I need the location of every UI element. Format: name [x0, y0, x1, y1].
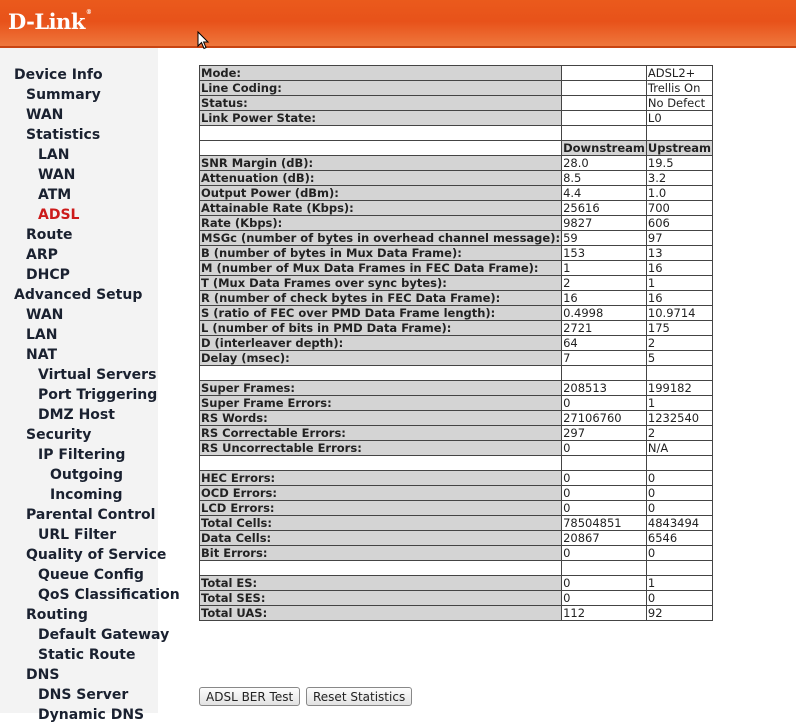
- upstream-value: 1232540: [646, 411, 712, 426]
- upstream-value: 0: [646, 471, 712, 486]
- downstream-value: 297: [562, 426, 647, 441]
- upstream-value: 0: [646, 501, 712, 516]
- table-row: [200, 396, 713, 411]
- downstream-value: 8.5: [562, 171, 647, 186]
- table-row: [200, 591, 713, 606]
- row-label: HEC Errors:: [200, 471, 562, 486]
- spacer-cell: [200, 561, 562, 576]
- table-row: [200, 276, 713, 291]
- sidebar-nav: [0, 48, 180, 723]
- row-label: RS Uncorrectable Errors:: [200, 441, 562, 456]
- upstream-value: 0: [646, 591, 712, 606]
- table-row: [200, 501, 713, 516]
- downstream-value: 27106760: [562, 411, 647, 426]
- sidebar-item-wan[interactable]: WAN: [26, 107, 64, 123]
- downstream-value: 4.4: [562, 186, 647, 201]
- spacer-cell: [200, 456, 562, 471]
- downstream-value: 7: [562, 351, 647, 366]
- downstream-value: 2721: [562, 321, 647, 336]
- sidebar-item-dmz-host[interactable]: DMZ Host: [38, 407, 115, 423]
- sidebar-item-queue-config[interactable]: Queue Config: [38, 567, 144, 583]
- upstream-value: 5: [646, 351, 712, 366]
- upstream-value: 3.2: [646, 171, 712, 186]
- row-value: Trellis On: [646, 81, 712, 96]
- spacer-cell: [646, 561, 712, 576]
- row-label: Total ES:: [200, 576, 562, 591]
- downstream-value: 0: [562, 396, 647, 411]
- downstream-value: 0: [562, 441, 647, 456]
- row-label: D (interleaver depth):: [200, 336, 562, 351]
- sidebar-item-url-filter[interactable]: URL Filter: [38, 527, 117, 543]
- row-label: Total SES:: [200, 591, 562, 606]
- sidebar-item-dns[interactable]: DNS: [26, 667, 60, 683]
- row-label: Line Coding:: [200, 81, 562, 96]
- downstream-value: 78504851: [562, 516, 647, 531]
- downstream-value: 25616: [562, 201, 647, 216]
- downstream-value: 2: [562, 276, 647, 291]
- upstream-value: 2: [646, 336, 712, 351]
- table-row: [200, 531, 713, 546]
- table-row: [200, 171, 713, 186]
- row-label: OCD Errors:: [200, 486, 562, 501]
- dlink-logo: D-Link®: [8, 9, 92, 34]
- sidebar-item-virtual-servers[interactable]: Virtual Servers: [38, 367, 157, 383]
- sidebar-item-atm[interactable]: ATM: [38, 187, 72, 203]
- table-row: [200, 486, 713, 501]
- upstream-value: 0: [646, 546, 712, 561]
- upstream-header: Upstream: [647, 141, 712, 155]
- sidebar-item-summary[interactable]: Summary: [26, 87, 101, 103]
- table-row: [200, 291, 713, 306]
- upstream-value: 700: [646, 201, 712, 216]
- sidebar-item-statistics[interactable]: Statistics: [26, 127, 101, 143]
- table-row: [200, 111, 713, 126]
- sidebar-item-port-triggering[interactable]: Port Triggering: [38, 387, 158, 403]
- upstream-value: 92: [646, 606, 712, 621]
- upstream-value: 606: [646, 216, 712, 231]
- downstream-value: 59: [562, 231, 647, 246]
- sidebar-item-nat[interactable]: NAT: [26, 347, 58, 363]
- spacer-cell: [646, 456, 712, 471]
- downstream-value: 1: [562, 261, 647, 276]
- sidebar-item-default-gateway[interactable]: Default Gateway: [38, 627, 170, 643]
- row-value: L0: [646, 111, 712, 126]
- mouse-pointer-icon: [197, 31, 209, 50]
- row-label: SNR Margin (dB):: [200, 156, 562, 171]
- downstream-value: 0: [562, 471, 647, 486]
- upstream-value: 1: [646, 576, 712, 591]
- spacer-row: [200, 366, 713, 381]
- row-label: Link Power State:: [200, 111, 562, 126]
- row-label: RS Correctable Errors:: [200, 426, 562, 441]
- table-row: [200, 96, 713, 111]
- upstream-value: 1: [646, 396, 712, 411]
- sidebar-item-arp[interactable]: ARP: [26, 247, 58, 263]
- spacer-cell: [562, 561, 647, 576]
- downstream-value: 0: [562, 591, 647, 606]
- row-label: Rate (Kbps):: [200, 216, 562, 231]
- adsl-ber-test-button[interactable]: ADSL BER Test: [199, 687, 300, 706]
- upstream-value: 1.0: [646, 186, 712, 201]
- table-row: [200, 606, 713, 621]
- blank-cell: [562, 111, 647, 126]
- spacer-cell: [562, 366, 647, 381]
- sidebar-item-advanced-setup[interactable]: Advanced Setup: [14, 287, 143, 303]
- row-label: Attainable Rate (Kbps):: [200, 201, 562, 216]
- row-label: Total Cells:: [200, 516, 562, 531]
- spacer-cell: [646, 126, 712, 141]
- adsl-statistics-panel: [199, 65, 713, 621]
- upstream-value: 2: [646, 426, 712, 441]
- blank-cell: [562, 96, 647, 111]
- logo-text: D-Link: [8, 9, 85, 34]
- table-row: [200, 306, 713, 321]
- row-label: Attenuation (dB):: [200, 171, 562, 186]
- downstream-value: 9827: [562, 216, 647, 231]
- row-label: Super Frames:: [200, 381, 562, 396]
- blank-cell: [562, 66, 647, 81]
- row-label: Output Power (dBm):: [200, 186, 562, 201]
- table-row: [200, 66, 713, 81]
- spacer-cell: [562, 126, 647, 141]
- blank-cell: [562, 81, 647, 96]
- upstream-value: 6546: [646, 531, 712, 546]
- table-row: [200, 336, 713, 351]
- table-row: [200, 516, 713, 531]
- spacer-row: [200, 126, 713, 141]
- row-label: B (number of bytes in Mux Data Frame):: [200, 246, 562, 261]
- sidebar-item-wan[interactable]: WAN: [26, 307, 64, 323]
- row-label: Total UAS:: [200, 606, 562, 621]
- column-header-row: [200, 141, 713, 156]
- upstream-value: 0: [646, 486, 712, 501]
- row-label: S (ratio of FEC over PMD Data Frame length):: [200, 306, 562, 321]
- table-row: [200, 351, 713, 366]
- sidebar-item-device-info[interactable]: Device Info: [14, 67, 103, 83]
- table-row: [200, 156, 713, 171]
- row-label: Bit Errors:: [200, 546, 562, 561]
- table-row: [200, 261, 713, 276]
- table-row: [200, 216, 713, 231]
- table-row: [200, 81, 713, 96]
- table-row: [200, 231, 713, 246]
- row-label: Mode:: [200, 66, 562, 81]
- downstream-value: 0.4998: [562, 306, 647, 321]
- sidebar-item-static-route[interactable]: Static Route: [38, 647, 136, 663]
- table-row: [200, 546, 713, 561]
- upstream-value: 1: [646, 276, 712, 291]
- row-label: Delay (msec):: [200, 351, 562, 366]
- sidebar-item-adsl[interactable]: ADSL: [38, 207, 80, 223]
- downstream-value: 0: [562, 546, 647, 561]
- table-row: [200, 201, 713, 216]
- upstream-value: 97: [646, 231, 712, 246]
- row-value: No Defect: [646, 96, 712, 111]
- downstream-value: 0: [562, 576, 647, 591]
- downstream-value: 112: [562, 606, 647, 621]
- sidebar-item-quality-of-service[interactable]: Quality of Service: [26, 547, 167, 563]
- upstream-value: 10.9714: [646, 306, 712, 321]
- reset-statistics-button[interactable]: Reset Statistics: [306, 687, 412, 706]
- row-label: Status:: [200, 96, 562, 111]
- row-label: T (Mux Data Frames over sync bytes):: [200, 276, 562, 291]
- spacer-cell: [646, 366, 712, 381]
- sidebar-item-dns-server[interactable]: DNS Server: [38, 687, 129, 703]
- sidebar-item-lan[interactable]: LAN: [38, 147, 70, 163]
- table-row: [200, 426, 713, 441]
- header-blank-cell: [200, 141, 562, 156]
- row-label: L (number of bits in PMD Data Frame):: [200, 321, 562, 336]
- downstream-value: 208513: [562, 381, 647, 396]
- downstream-header: Downstream: [563, 141, 645, 155]
- downstream-value: 0: [562, 486, 647, 501]
- upstream-value: 13: [646, 246, 712, 261]
- upstream-value: 19.5: [646, 156, 712, 171]
- sidebar-item-lan[interactable]: LAN: [26, 327, 58, 343]
- sidebar-item-incoming[interactable]: Incoming: [50, 487, 123, 503]
- table-row: [200, 576, 713, 591]
- upstream-value: N/A: [646, 441, 712, 456]
- table-row: [200, 381, 713, 396]
- sidebar-item-route[interactable]: Route: [26, 227, 73, 243]
- sidebar-item-dynamic-dns[interactable]: Dynamic DNS: [38, 707, 145, 723]
- sidebar-item-security[interactable]: Security: [26, 427, 92, 443]
- downstream-value: 16: [562, 291, 647, 306]
- downstream-value: 64: [562, 336, 647, 351]
- downstream-value: 28.0: [562, 156, 647, 171]
- table-row: [200, 411, 713, 426]
- upstream-value: 199182: [646, 381, 712, 396]
- spacer-cell: [562, 456, 647, 471]
- sidebar-item-dhcp[interactable]: DHCP: [26, 267, 70, 283]
- row-value: ADSL2+: [646, 66, 712, 81]
- row-label: MSGc (number of bytes in overhead channel message):: [201, 231, 561, 245]
- sidebar-item-routing[interactable]: Routing: [26, 607, 88, 623]
- spacer-row: [200, 561, 713, 576]
- spacer-row: [200, 456, 713, 471]
- downstream-value: 153: [562, 246, 647, 261]
- sidebar-item-outgoing[interactable]: Outgoing: [50, 467, 123, 483]
- row-label: Data Cells:: [200, 531, 562, 546]
- upstream-value: 175: [646, 321, 712, 336]
- row-label: M (number of Mux Data Frames in FEC Data Frame):: [200, 261, 562, 276]
- table-row: [200, 471, 713, 486]
- sidebar-item-qos-classification[interactable]: QoS Classification: [38, 587, 180, 603]
- row-label: LCD Errors:: [200, 501, 562, 516]
- downstream-value: 20867: [562, 531, 647, 546]
- spacer-cell: [200, 126, 562, 141]
- sidebar-item-wan[interactable]: WAN: [38, 167, 76, 183]
- adsl-statistics-table: [199, 65, 713, 621]
- row-label: R (number of check bytes in FEC Data Frame):: [200, 291, 562, 306]
- row-label: Super Frame Errors:: [200, 396, 562, 411]
- header-banner: [0, 0, 796, 48]
- table-row: [200, 441, 713, 456]
- row-label: RS Words:: [200, 411, 562, 426]
- sidebar-item-ip-filtering[interactable]: IP Filtering: [38, 447, 126, 463]
- downstream-value: 0: [562, 501, 647, 516]
- spacer-cell: [200, 366, 562, 381]
- table-row: [200, 186, 713, 201]
- upstream-value: 16: [646, 261, 712, 276]
- upstream-value: 4843494: [646, 516, 712, 531]
- upstream-value: 16: [646, 291, 712, 306]
- table-row: [200, 321, 713, 336]
- sidebar-item-parental-control[interactable]: Parental Control: [26, 507, 156, 523]
- table-row: [200, 246, 713, 261]
